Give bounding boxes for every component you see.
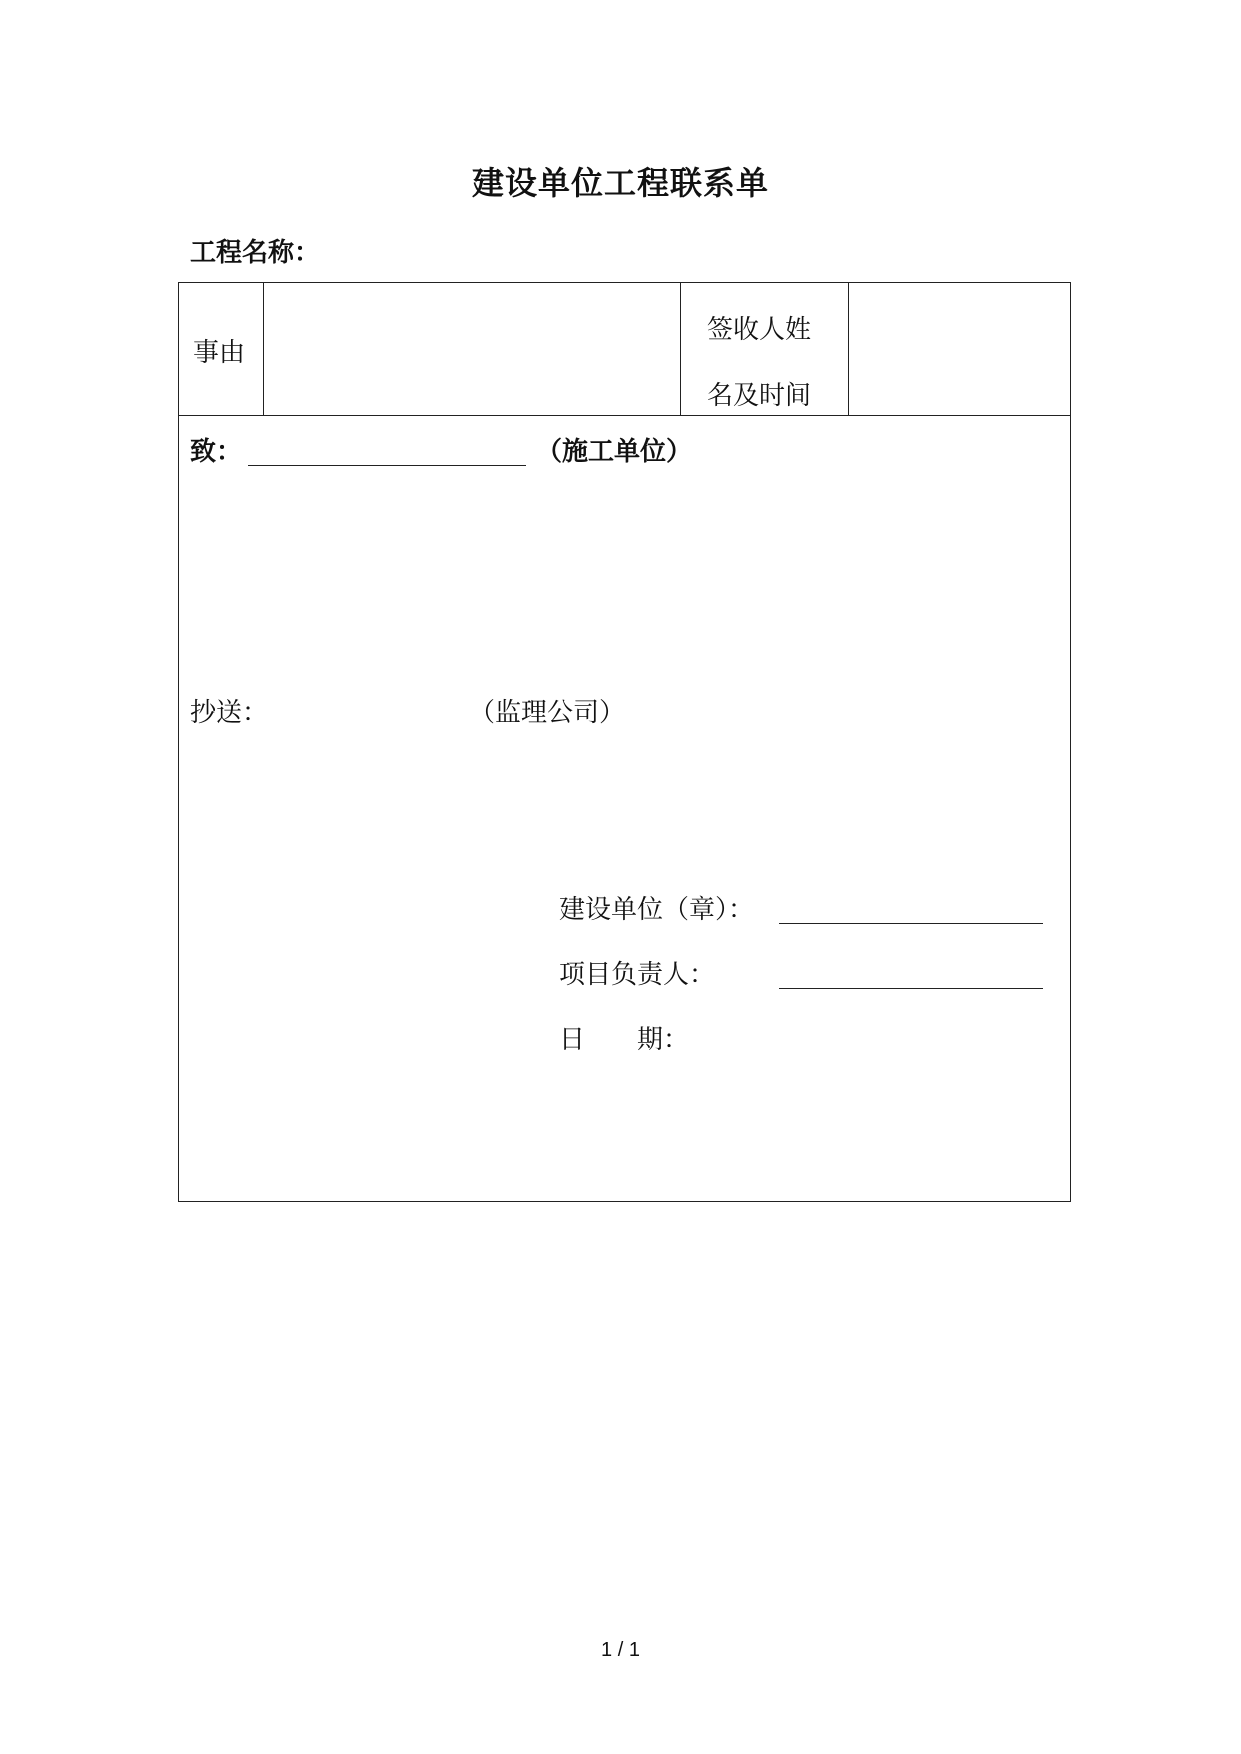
- project-manager-blank[interactable]: [779, 988, 1043, 989]
- contact-form: [178, 282, 1071, 1202]
- date-label: 日 期：: [559, 1025, 690, 1055]
- to-label: 致：: [190, 437, 243, 467]
- cc-label: 抄送：: [190, 698, 269, 728]
- signer-label: [707, 297, 837, 429]
- cc-unit-label: （监理公司）: [469, 698, 626, 728]
- reason-label: 事由: [193, 338, 246, 368]
- signer-label-line1: 签收人姓: [707, 315, 812, 345]
- page-number: 1 / 1: [601, 1639, 640, 1661]
- header-row: [179, 283, 1070, 416]
- reason-label-cell: [179, 283, 264, 415]
- construction-unit-seal-label: 建设单位（章）：: [559, 895, 755, 925]
- signer-label-line2: 名及时间: [707, 381, 812, 411]
- project-manager-label: 项目负责人：: [559, 960, 716, 990]
- to-unit-label: （施工单位）: [536, 437, 693, 467]
- project-name-label: 工程名称：: [190, 238, 321, 268]
- document-title: 建设单位工程联系单: [471, 164, 769, 202]
- signer-input-cell[interactable]: [849, 283, 1072, 415]
- reason-input-cell[interactable]: [264, 283, 681, 415]
- to-unit-blank[interactable]: [248, 465, 526, 466]
- signer-label-cell: [681, 283, 849, 415]
- construction-unit-seal-blank[interactable]: [779, 923, 1043, 924]
